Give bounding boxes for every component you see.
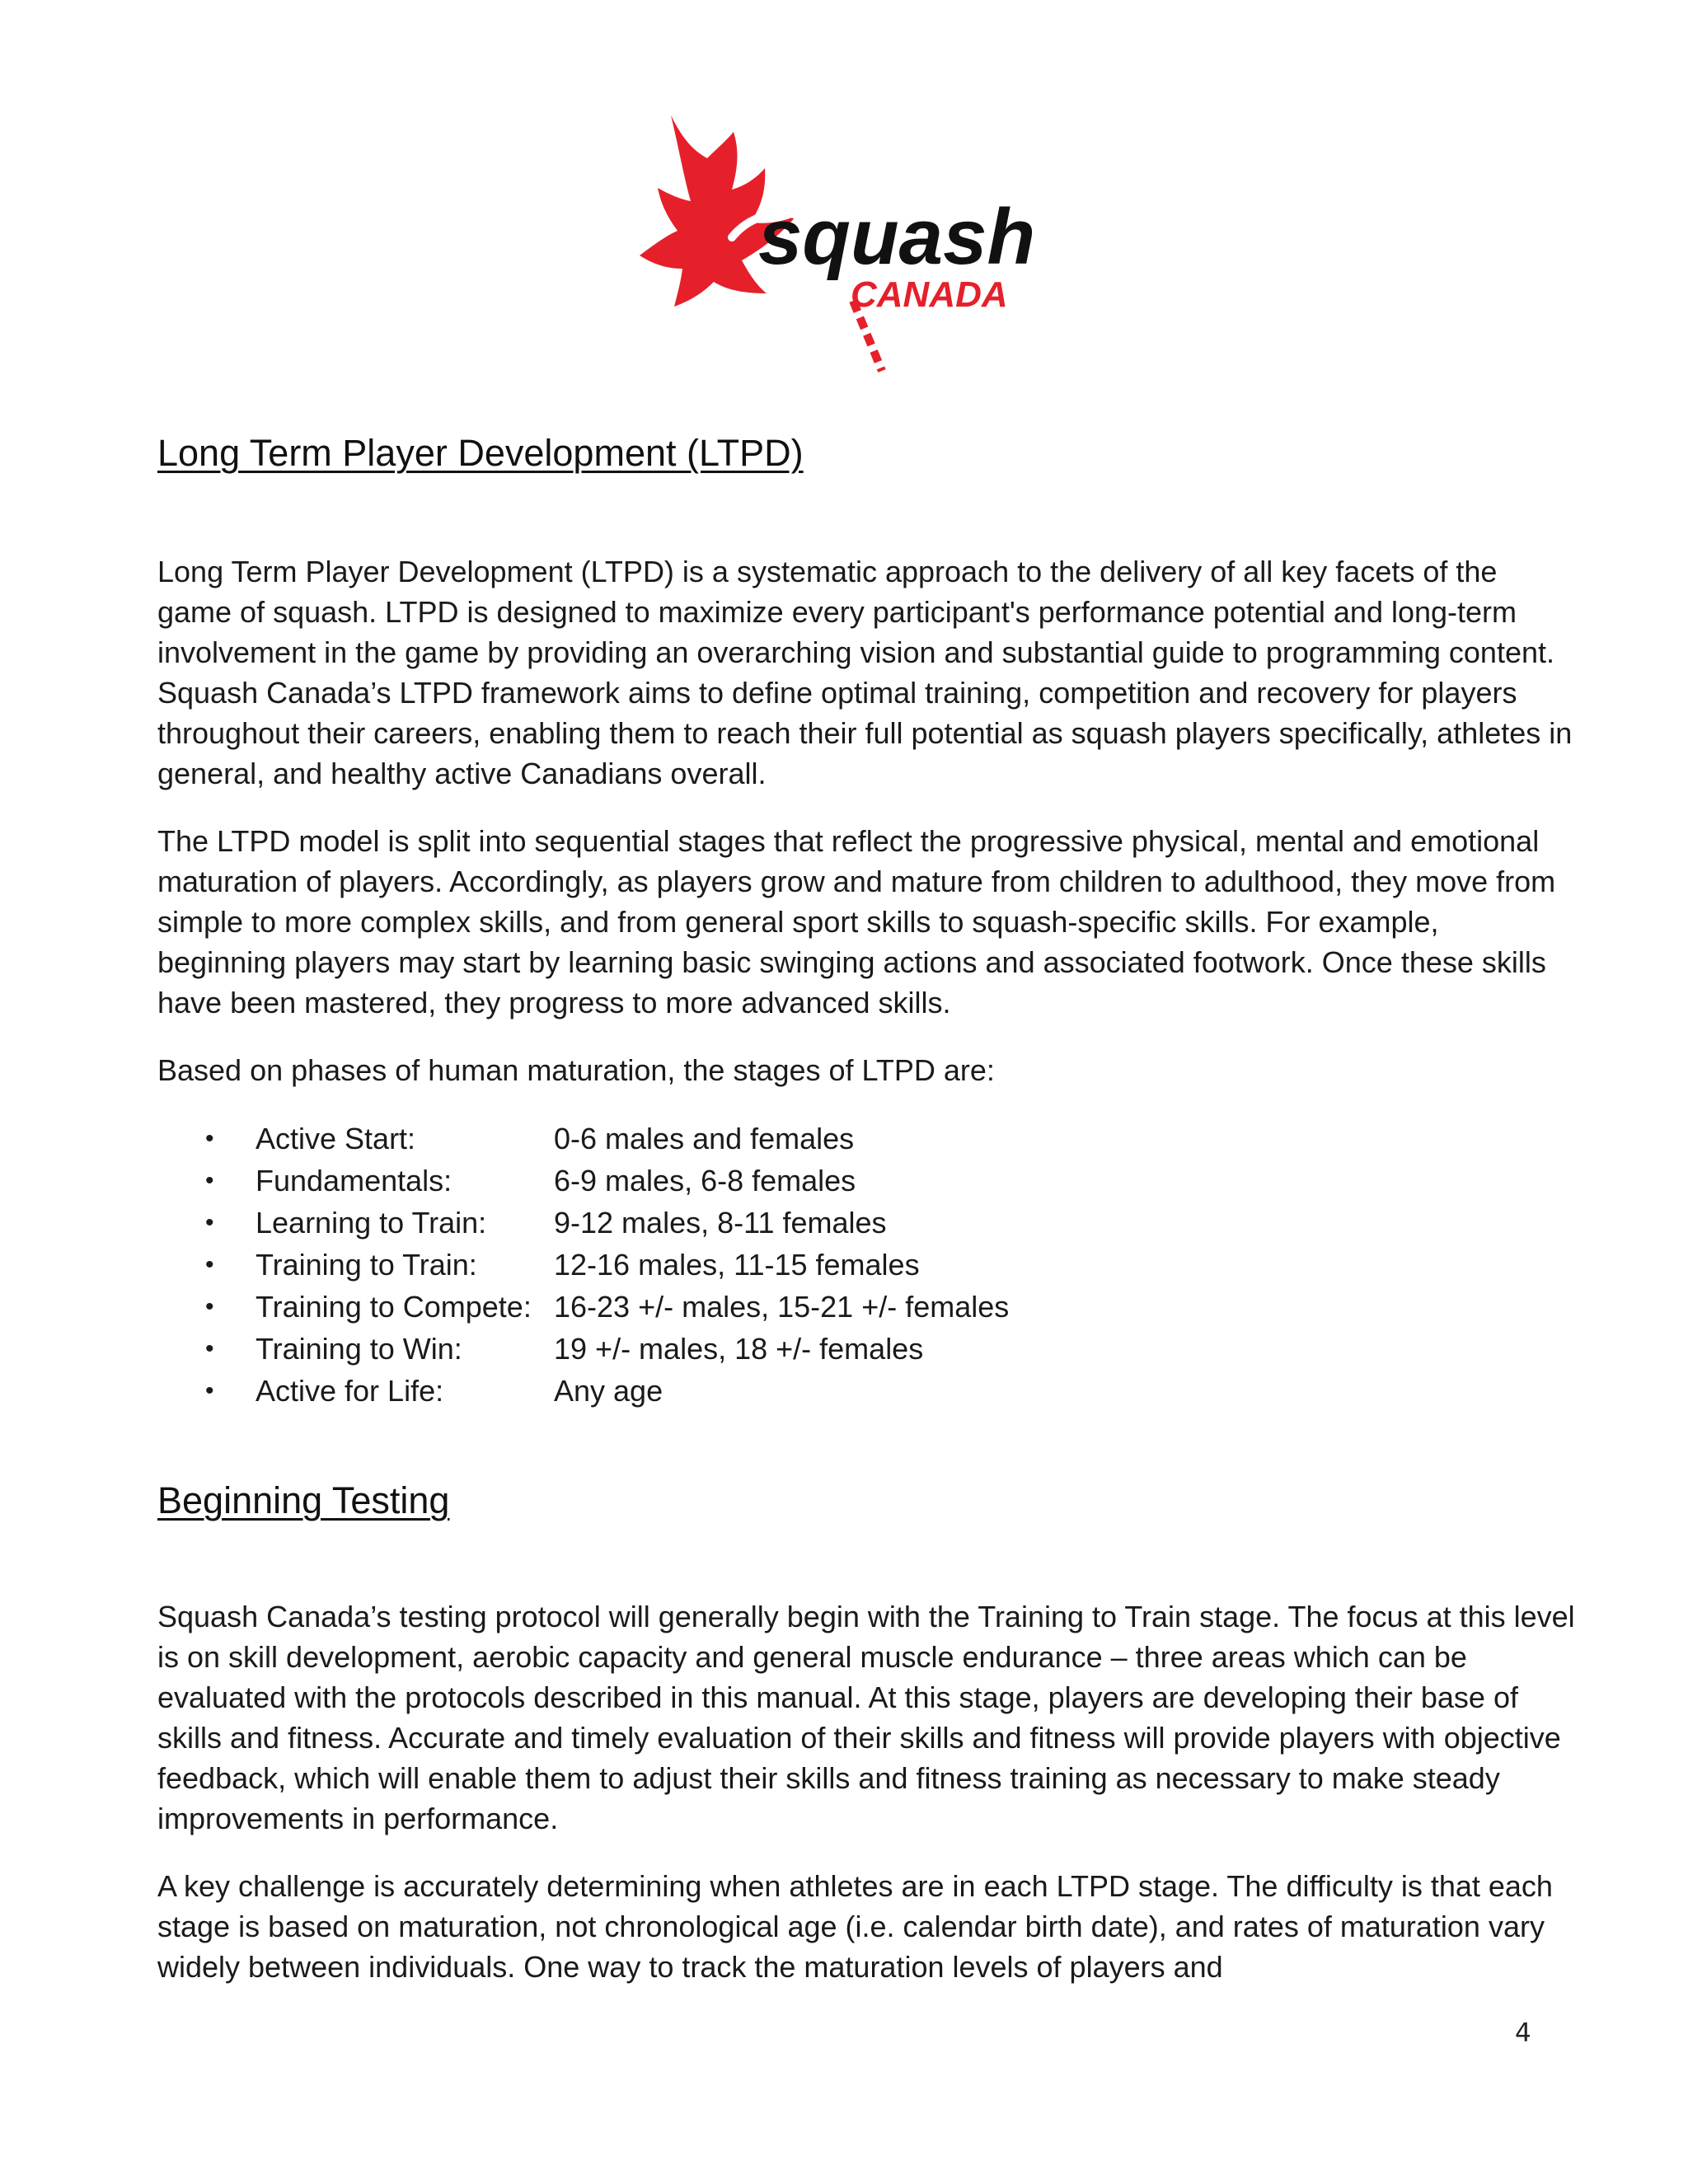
stage-ages: 19 +/- males, 18 +/- females (554, 1331, 924, 1366)
list-item (157, 1202, 1009, 1244)
ltpd-stages-intro: Based on phases of human maturation, the stages of LTPD are: (157, 1053, 995, 1087)
stage-name: Training to Train: (256, 1247, 477, 1282)
list-item (157, 1160, 1009, 1202)
maple-leaf-icon (635, 99, 1047, 396)
list-item (157, 1118, 1009, 1160)
stage-ages: Any age (554, 1373, 663, 1408)
bullet-icon: • (205, 1208, 214, 1236)
list-item (157, 1286, 1009, 1328)
list-item (157, 1370, 1009, 1412)
ltpd-intro-paragraph: Long Term Player Development (LTPD) is a systematic approach to the delivery of all key facets of the game of squash. LTPD is designed to maximize every participant's performance potential and long-term involvement in the game by providing an overarching vision and substantial guide to programming content. Squash Canada’s LTPD framework aims to define optimal training, competition and recovery for players throughout their careers, enabling them to reach their full potential as squash players specifically, athletes in general, and healthy active Canadians overall. (157, 555, 1573, 790)
stage-name: Training to Win: (256, 1331, 462, 1366)
logo-word-sub: CANADA (851, 274, 1008, 315)
logo-word-main: squash (758, 193, 1036, 281)
testing-challenge-paragraph: A key challenge is accurately determining when athletes are in each LTPD stage. The difficulty is that each stage is based on maturation, not chronological age (i.e. calendar birth date), and rates of maturation vary widely between individuals. One way to track the maturation levels of players and (157, 1869, 1553, 1984)
bullet-icon: • (205, 1250, 214, 1278)
stage-ages: 0-6 males and females (554, 1121, 855, 1155)
bullet-icon: • (205, 1334, 214, 1362)
stage-name: Learning to Train: (256, 1205, 487, 1240)
testing-protocol-paragraph: Squash Canada’s testing protocol will generally begin with the Training to Train stage. The focus at this level is on skill development, aerobic capacity and general muscle endurance – three areas which can be evaluated with the protocols described in this manual. At this stage, players are developing their base of skills and fitness. Accurate and timely evaluation of their skills and fitness will provide players with objective feedback, which will enable them to adjust their skills and fitness training as necessary to make steady improvements in performance. (157, 1600, 1575, 1835)
page-number: 4 (1515, 2018, 1531, 2048)
section-heading-beginning-testing: Beginning Testing (157, 1479, 450, 1521)
stage-name: Training to Compete: (256, 1289, 532, 1324)
stage-ages: 6-9 males, 6-8 females (554, 1163, 856, 1197)
list-item (157, 1328, 1009, 1370)
bullet-icon: • (205, 1124, 214, 1152)
squash-canada-logo (635, 99, 1047, 396)
ltpd-stages-list (157, 1118, 1009, 1412)
stage-name: Active for Life: (256, 1373, 444, 1408)
stage-ages: 9-12 males, 8-11 females (554, 1205, 887, 1240)
stage-ages: 16-23 +/- males, 15-21 +/- females (554, 1289, 1010, 1324)
bullet-icon: • (205, 1292, 214, 1320)
stage-name: Active Start: (256, 1121, 416, 1155)
section-heading-ltpd: Long Term Player Development (LTPD) (157, 432, 804, 474)
stage-name: Fundamentals: (256, 1163, 452, 1197)
bullet-icon: • (205, 1376, 214, 1404)
ltpd-model-paragraph: The LTPD model is split into sequential stages that reflect the progressive physical, mental and emotional maturation of players. Accordingly, as players grow and mature from children to adulthood, they move from simple to more complex skills, and from general sport skills to squash-specific skills. For example, beginning players may start by learning basic swinging actions and associated footwork. Once these skills have been mastered, they progress to more advanced skills. (157, 824, 1556, 1019)
bullet-icon: • (205, 1166, 214, 1194)
list-item (157, 1244, 1009, 1286)
stage-ages: 12-16 males, 11-15 females (554, 1247, 920, 1282)
